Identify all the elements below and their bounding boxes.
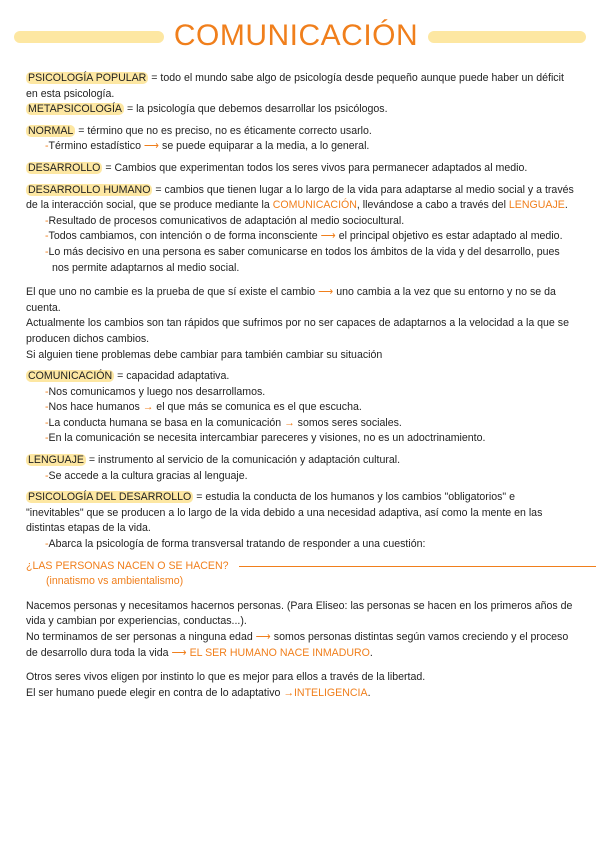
title-banner — [0, 16, 600, 60]
def-desarrollo-humano — [26, 183, 574, 214]
arrow-icon: → — [284, 416, 295, 429]
sub-text: Nos hace humanos — [48, 401, 143, 414]
sub-item — [26, 537, 574, 553]
sub-item — [26, 469, 574, 485]
arrow-icon: ⟶ — [320, 230, 336, 243]
term-highlight: PSICOLOGÍA DEL DESARROLLO — [28, 491, 192, 504]
sub-item — [26, 245, 574, 276]
title-bar-right — [428, 31, 586, 43]
paragraph: Otros seres vivos eligen por instinto lo que es mejor para ellos a través de la libertad. — [26, 671, 426, 684]
sub-text: Se accede a la cultura gracias al lenguaje. — [48, 469, 248, 482]
def-lenguaje — [26, 453, 574, 469]
para-text: somos personas distintas según vamos creciendo y el proceso de desarrollo dura toda la vida — [26, 631, 569, 659]
para-text: El ser humano puede elegir en contra de lo adaptativo — [26, 686, 284, 699]
def-normal — [26, 124, 574, 140]
term-highlight: PSICOLOGÍA POPULAR — [28, 72, 147, 84]
sub-item — [26, 385, 574, 401]
paragraph: Si alguien tiene problemas debe cambiar para también cambiar su situación — [26, 348, 383, 361]
heading-rule — [239, 566, 596, 567]
sub-text: Nos comunicamos y luego nos desarrollamos. — [48, 385, 266, 398]
def-text: = la psicología que debemos desarrollar los psicólogos. — [124, 103, 388, 116]
question-heading — [26, 559, 574, 575]
term-highlight: METAPSICOLOGÍA — [28, 103, 122, 116]
arrow-icon: ⟶ — [171, 646, 187, 659]
def-text: = cambios que tienen lugar a lo largo de la vida para adaptarse al medio social y a través de la interacción social, que se produce mediante la — [26, 183, 574, 212]
sub-text: se puede equiparar a la media, a lo general. — [159, 140, 370, 153]
sub-text: somos seres sociales. — [294, 416, 402, 429]
paragraph — [26, 285, 574, 316]
para-text: El que uno no cambie es la prueba de que sí existe el cambio — [26, 286, 319, 299]
arrow-icon: ⟶ — [143, 140, 160, 153]
sub-item — [26, 229, 574, 245]
paragraph: Nacemos personas y necesitamos hacernos personas. (Para Eliseo: las personas se hacen en los primeros años de vida y cambian por experiencias, conductas...). — [26, 599, 573, 628]
para-text: . — [367, 686, 371, 699]
dash-bullet: - — [45, 214, 49, 227]
def-text: . — [564, 199, 568, 212]
para-text: uno cambia a la vez que su entorno y no se da cuenta. — [26, 286, 556, 314]
sub-item — [26, 431, 574, 447]
dash-bullet: - — [45, 416, 49, 429]
def-text: = estudia la conducta de los humanos y los cambios "obligatorios" e "inevitables" que se producen a lo largo de la vida debido a una necesidad adaptiva, así como la mente en las distintas etapas de la vida. — [26, 491, 543, 535]
def-metapsicologia — [26, 102, 574, 118]
para-text: No terminamos de ser personas a ninguna edad — [26, 631, 256, 643]
sub-text: En la comunicación se necesita intercambiar pareceres y visiones, no es un adoctrinamiento. — [48, 432, 486, 445]
title-bar-left — [14, 31, 164, 43]
para-text: . — [369, 646, 373, 659]
arrow-icon: ⟶ — [255, 631, 271, 643]
sub-item — [26, 400, 574, 416]
question-subtitle: (innatismo vs ambientalismo) — [46, 575, 184, 588]
paragraph — [26, 686, 574, 702]
def-comunicacion — [26, 369, 574, 385]
arrow-icon: → — [283, 686, 294, 699]
dash-bullet: - — [45, 432, 49, 445]
paragraph: Actualmente los cambios son tan rápidos que sufrimos por no ser capaces de adaptarnos a la velocidad a la que se producen dichos cambios. — [26, 317, 569, 345]
def-text: = todo el mundo sabe algo de psicología desde pequeño aunque puede haber un déficit en esta psicología. — [26, 72, 564, 100]
dash-bullet: - — [45, 140, 49, 153]
sub-item — [26, 416, 574, 432]
sub-text: el que más se comunica es el que escucha. — [153, 401, 362, 414]
sub-text: Término estadístico — [48, 140, 144, 153]
def-text: = capacidad adaptativa. — [114, 370, 230, 383]
paragraph — [26, 630, 574, 661]
def-text: = término que no es preciso, no es éticamente correcto usarlo. — [75, 124, 372, 137]
sub-item — [26, 139, 574, 155]
def-psicologia-popular — [26, 71, 574, 102]
page-title: COMUNICACIÓN — [173, 19, 419, 52]
keyword: LENGUAJE — [508, 199, 565, 212]
def-psicologia-desarrollo — [26, 490, 574, 537]
keyword: EL SER HUMANO NACE INMADURO — [189, 646, 370, 659]
sub-text: Resultado de procesos comunicativos de adaptación al medio sociocultural. — [48, 214, 405, 227]
document-body — [26, 71, 574, 701]
keyword: INTELIGENCIA — [293, 686, 368, 699]
def-desarrollo — [26, 161, 574, 177]
sub-text: Abarca la psicología de forma transversal tratando de responder a una cuestión: — [48, 538, 426, 551]
dash-bullet: - — [45, 385, 49, 398]
question-title: ¿LAS PERSONAS NACEN O SE HACEN? — [26, 559, 229, 572]
dash-bullet: - — [45, 401, 49, 414]
term-highlight: DESARROLLO HUMANO — [28, 183, 151, 196]
term-highlight: NORMAL — [28, 124, 74, 137]
term-highlight: DESARROLLO — [28, 161, 101, 174]
sub-item — [26, 214, 574, 230]
sub-text: La conducta humana se basa en la comunicación — [48, 416, 285, 429]
arrow-icon: → — [142, 401, 154, 414]
term-highlight: COMUNICACIÓN — [28, 370, 113, 383]
keyword: COMUNICACIÓN — [272, 199, 357, 212]
dash-bullet: - — [45, 245, 49, 258]
def-text: = Cambios que experimentan todos los seres vivos para permanecer adaptados al medio. — [102, 161, 528, 174]
sub-text: Todos cambiamos, con intención o de forma inconsciente — [48, 230, 321, 243]
def-text: = instrumento al servicio de la comunicación y adaptación cultural. — [85, 454, 401, 467]
def-text: , llevándose a cabo a través del — [356, 199, 509, 212]
dash-bullet: - — [45, 230, 49, 243]
arrow-icon: ⟶ — [318, 286, 334, 299]
dash-bullet: - — [45, 469, 49, 482]
sub-text: el principal objetivo es estar adaptado al medio. — [335, 230, 563, 243]
dash-bullet: - — [45, 538, 49, 551]
term-highlight: LENGUAJE — [28, 454, 84, 467]
sub-text: Lo más decisivo en una persona es saber comunicarse en todos los ámbitos de la vida y del desarrollo, pues nos permite adaptarnos al medio social. — [48, 245, 560, 274]
